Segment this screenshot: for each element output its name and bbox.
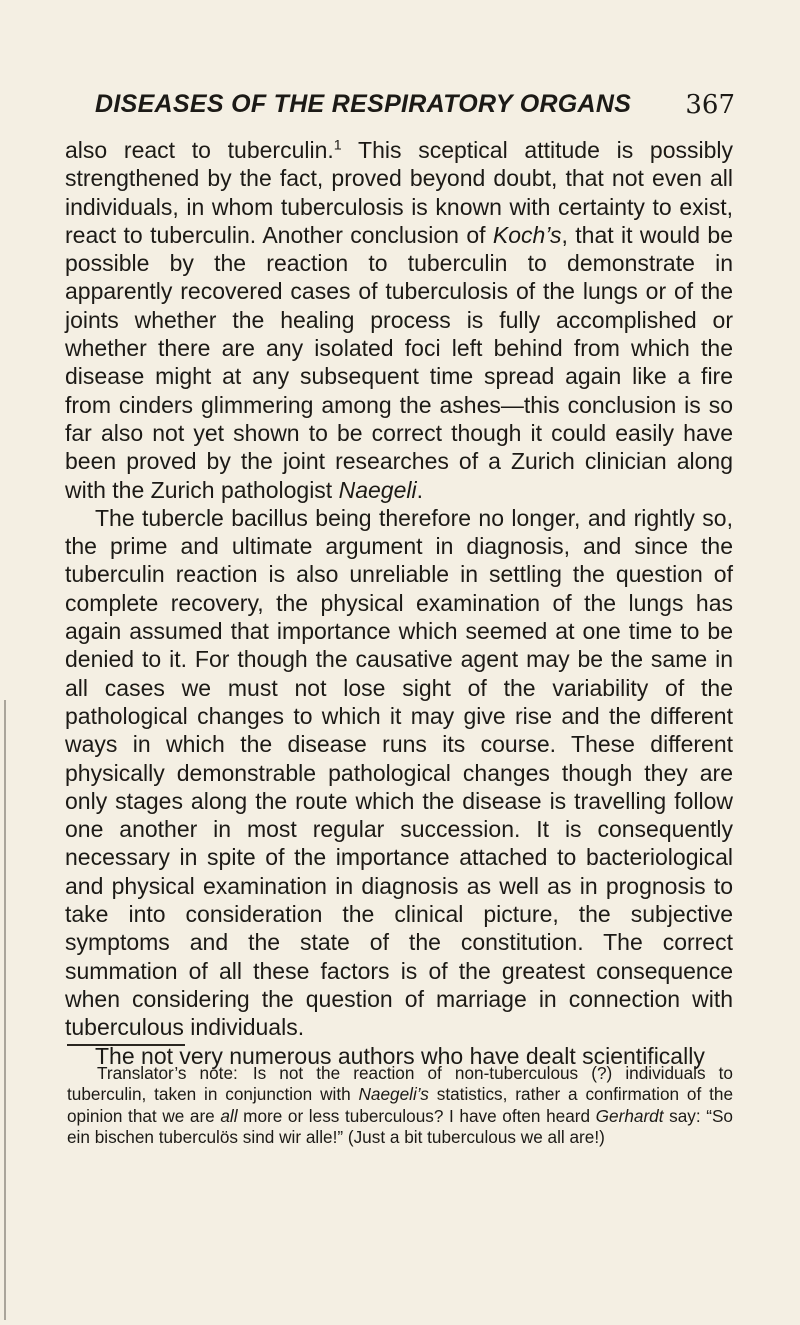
p1-text-d: . xyxy=(416,476,423,503)
p1-text-a: also react to tuberculin. xyxy=(65,137,334,163)
p1-text-b: This sceptical attitude is possibly strengthened by the fact, proved beyond doubt, that not even all individuals, in whom tuberculosis is known with certainty to exist, react to tuberculin. Another conclusion of xyxy=(65,137,734,248)
p1-text-c: , that it would be possible by the reaction to tuberculin to demonstrate in apparently recovered cases of tuberculosis of the lungs or of the joints whether the healing process is fully accomplished or whether there are any isolated foci left behind from which the disease might at any subsequent time spread again like a fire from cinders glimmering among the ashes—this conclusion is so far also not yet shown to be correct though it could easily have been proved by the joint researches of a Zurich clinician along with the Zurich pathologist xyxy=(65,221,733,503)
fn-text-d: say: “So ein bischen tuberculös sind wir alle!” (Just a bit tuberculous we all are!) xyxy=(67,1105,733,1147)
footnote-label: Translator’s note: xyxy=(97,1063,238,1083)
p1-name-naegeli: Naegeli xyxy=(338,476,417,503)
fn-text-a: Is not the reaction of non-tuberculous (?) individuals to tuberculin, taken in conjunction with xyxy=(67,1063,733,1105)
fn-name-naegeli: Naegeli’s xyxy=(358,1084,429,1105)
footnote-rule xyxy=(67,1044,185,1046)
fn-word-all: all xyxy=(220,1105,238,1126)
footnote-paragraph xyxy=(67,1063,733,1148)
paragraph-1 xyxy=(65,136,733,504)
page-edge-shadow xyxy=(4,700,6,1320)
fn-text-c: more or less tuberculous? I have often heard xyxy=(237,1105,596,1126)
paragraph-3: The not very numerous authors who have dealt scientifically xyxy=(95,1042,705,1069)
running-title: DISEASES OF THE RESPIRATORY ORGANS xyxy=(95,90,632,118)
fn-name-gerhardt: Gerhardt xyxy=(595,1105,664,1126)
page-number: 367 xyxy=(685,90,735,120)
paragraph-2: The tubercle bacillus being therefore no longer, and rightly so, the prime and ultimate argument in diagnosis, and since the tuberculin reaction is also unreliable in settling the question of complete recovery, the physical examination of the lungs has again assumed that importance which seemed at one time to be denied to it. For though the causative agent may be the same in all cases we must not lose sight of the variability of the pathological changes to which it may give rise and the different ways in which the disease runs its course. These different physically demonstrable pathological changes though they are only stages along the route which the disease is travelling follow one another in most regular succession. It is consequently necessary in spite of the importance attached to bacteriological and physical examination in diagnosis as well as in prognosis to take into consideration the clinical picture, the subjective symptoms and the state of the constitution. The correct summation of all these factors is of the greatest consequence when considering the question of marriage in connection with tuberculous individuals. xyxy=(65,504,733,1041)
footnote xyxy=(67,1063,733,1148)
p1-name-koch: Koch’s xyxy=(492,221,562,248)
body-text xyxy=(65,136,733,1070)
fn-text-b: statistics, rather a confirmation of the opinion that we are xyxy=(67,1084,733,1126)
running-head xyxy=(95,90,735,126)
footnote-marker: 1 xyxy=(333,137,342,154)
